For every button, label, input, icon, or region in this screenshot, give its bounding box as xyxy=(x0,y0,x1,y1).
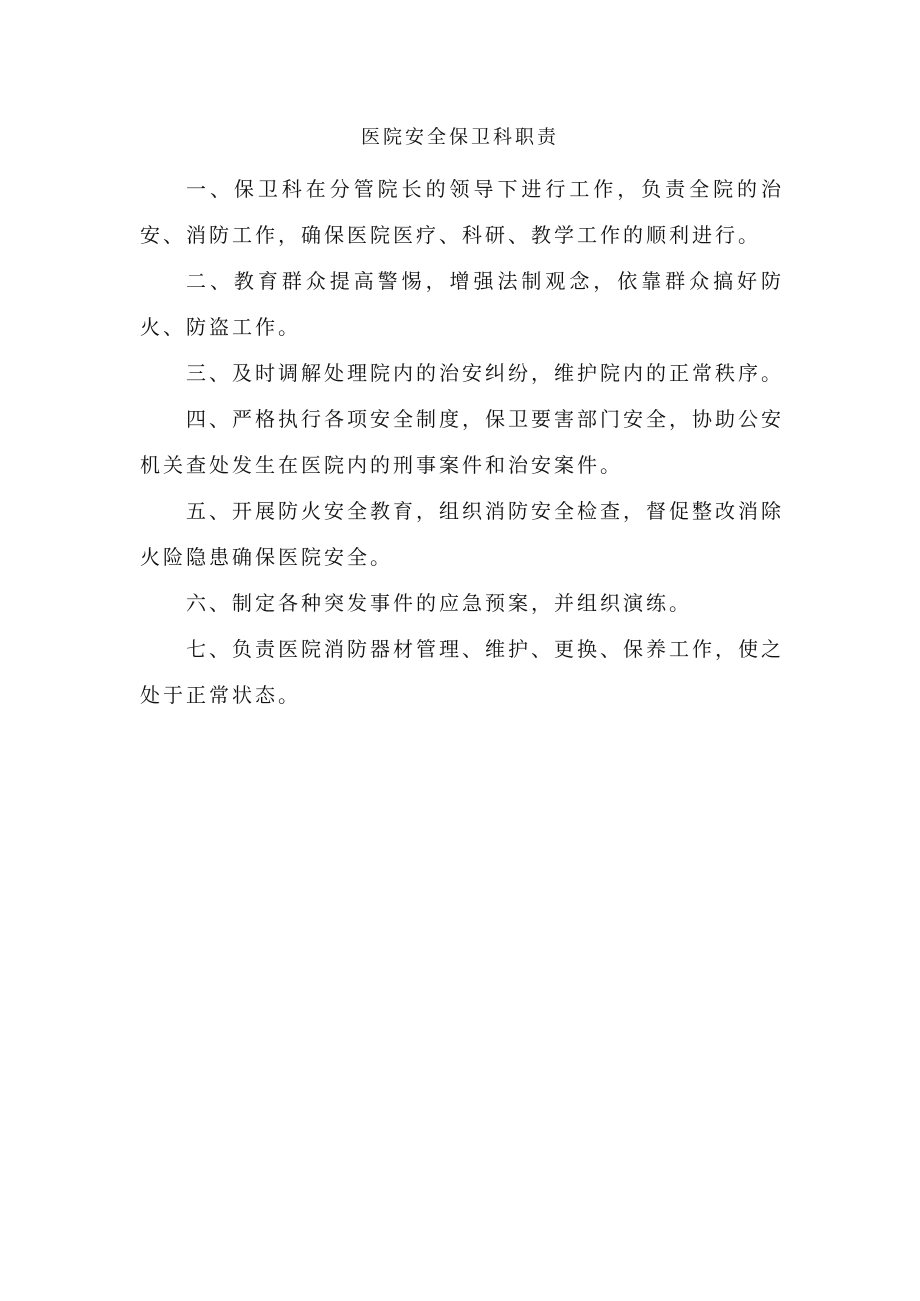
document-title: 医院安全保卫科职责 xyxy=(360,126,559,148)
duty-paragraph-7: 七、负责医院消防器材管理、维护、更换、保养工作，使之处于正常状态。 xyxy=(140,637,784,707)
duty-paragraph-1: 一、保卫科在分管院长的领导下进行工作，负责全院的治安、消防工作，确保医院医疗、科研、教学工作的顺利进行。 xyxy=(140,177,784,247)
duty-paragraph-3: 三、及时调解处理院内的治安纠纷，维护院内的正常秩序。 xyxy=(186,361,784,385)
duty-paragraph-4: 四、严格执行各项安全制度，保卫要害部门安全，协助公安机关查处发生在医院内的刑事案件和治安案件。 xyxy=(140,407,784,477)
duty-paragraph-5: 五、开展防火安全教育，组织消防安全检查，督促整改消除火险隐患确保医院安全。 xyxy=(140,499,784,569)
document-body xyxy=(140,166,784,718)
duty-paragraph-6: 六、制定各种突发事件的应急预案，并组织演练。 xyxy=(186,591,692,615)
duty-paragraph-2: 二、教育群众提高警惕，增强法制观念，依靠群众搞好防火、防盗工作。 xyxy=(140,269,784,339)
